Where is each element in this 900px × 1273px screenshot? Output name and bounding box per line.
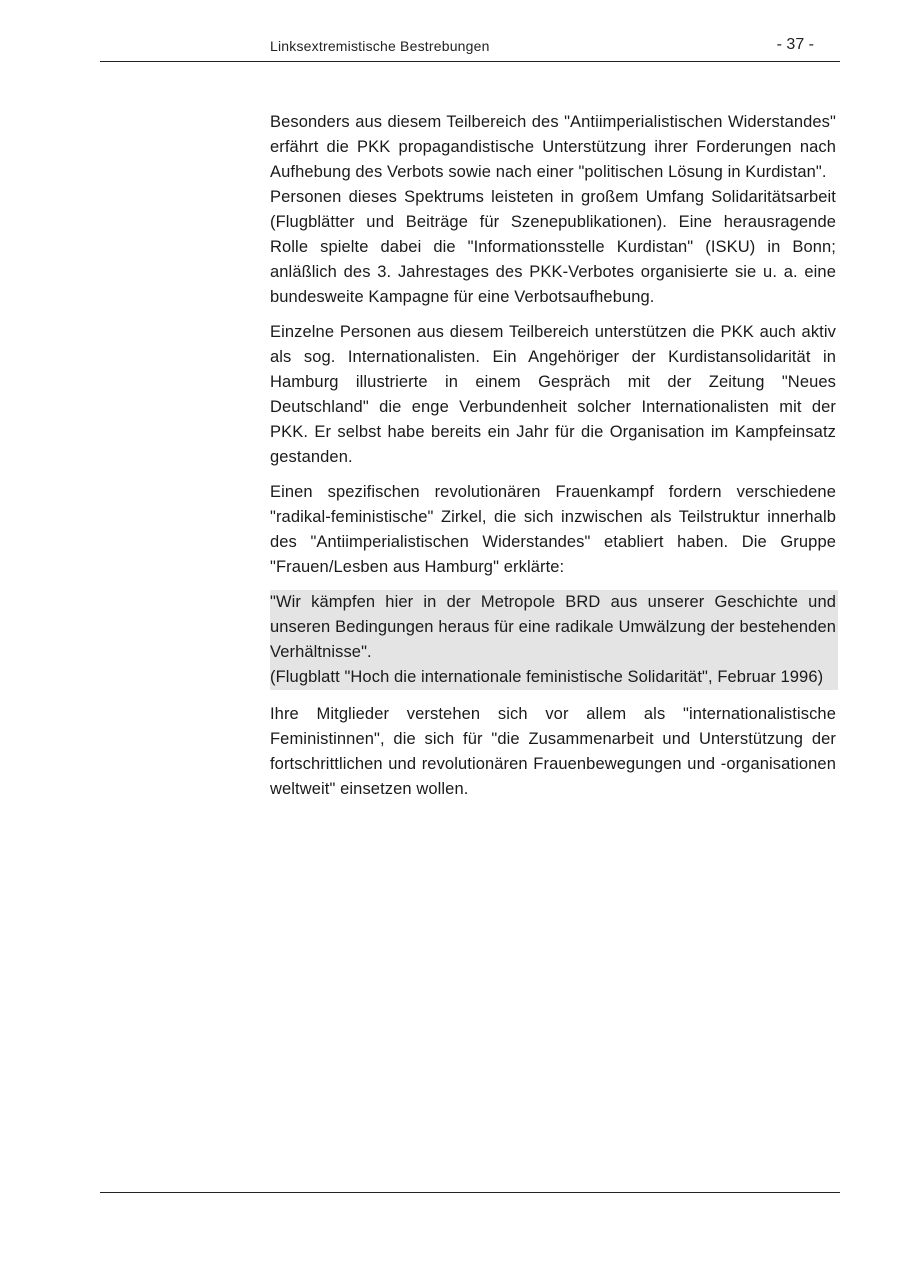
- page-header: [100, 30, 840, 62]
- paragraph-2: Personen dieses Spektrums leisteten in großem Umfang Solidaritätsarbeit (Flugblätter und Beiträge für Szenepublikationen). Eine herausragende Rolle spielte dabei die "Informationsstelle Kurdistan" (ISKU) in Bonn; anläßlich des 3. Jahrestages des PKK-Verbotes organisierte sie u. a. eine bundesweite Kampagne für eine Verbotsaufhebung.: [270, 188, 836, 306]
- paragraph-1: Besonders aus diesem Teilbereich des "Antiimperialistischen Widerstandes" erfährt die PKK propagandistische Unterstützung ihrer Forderungen nach Aufhebung des Verbots sowie nach einer "politischen Lösung in Kurdistan".: [270, 113, 836, 181]
- footer-rule: [100, 1192, 840, 1193]
- paragraph-3: Einzelne Personen aus diesem Teilbereich unterstützen die PKK auch aktiv als sog. Internationalisten. Ein Angehöriger der Kurdistansolidarität in Hamburg illustrierte in einem Gespräch mit der Zeitung "Neues Deutschland" die enge Verbundenheit solcher Internationalisten mit der PKK. Er selbst habe bereits ein Jahr für die Organisation im Kampfeinsatz gestanden.: [270, 323, 836, 466]
- running-title: Linksextremistische Bestrebungen: [270, 38, 490, 54]
- page-body: [270, 110, 836, 812]
- paragraph-4: Einen spezifischen revolutionären Frauenkampf fordern verschiedene "radikal-feministische" Zirkel, die sich inzwischen als Teilstruktur innerhalb des "Antiimperialistischen Widerstandes" etabliert haben. Die Gruppe "Frauen/Lesben aus Hamburg" erklärte:: [270, 483, 836, 576]
- page-number: - 37 -: [776, 36, 814, 53]
- quotation-text: "Wir kämpfen hier in der Metropole BRD aus unserer Geschichte und unseren Bedingungen heraus für eine radikale Umwälzung der bestehenden Verhältnisse".: [270, 593, 836, 661]
- paragraph-5: Ihre Mitglieder verstehen sich vor allem als "internationalistische Feministinnen", die sich für "die Zusammenarbeit und Unterstützung der fortschrittlichen und revolutionären Frauenbewegungen und -organisationen weltweit" einsetzen wollen.: [270, 705, 836, 798]
- quotation-source: (Flugblatt "Hoch die internationale feministische Solidarität", Februar 1996): [270, 668, 824, 686]
- quotation-block: [270, 590, 838, 690]
